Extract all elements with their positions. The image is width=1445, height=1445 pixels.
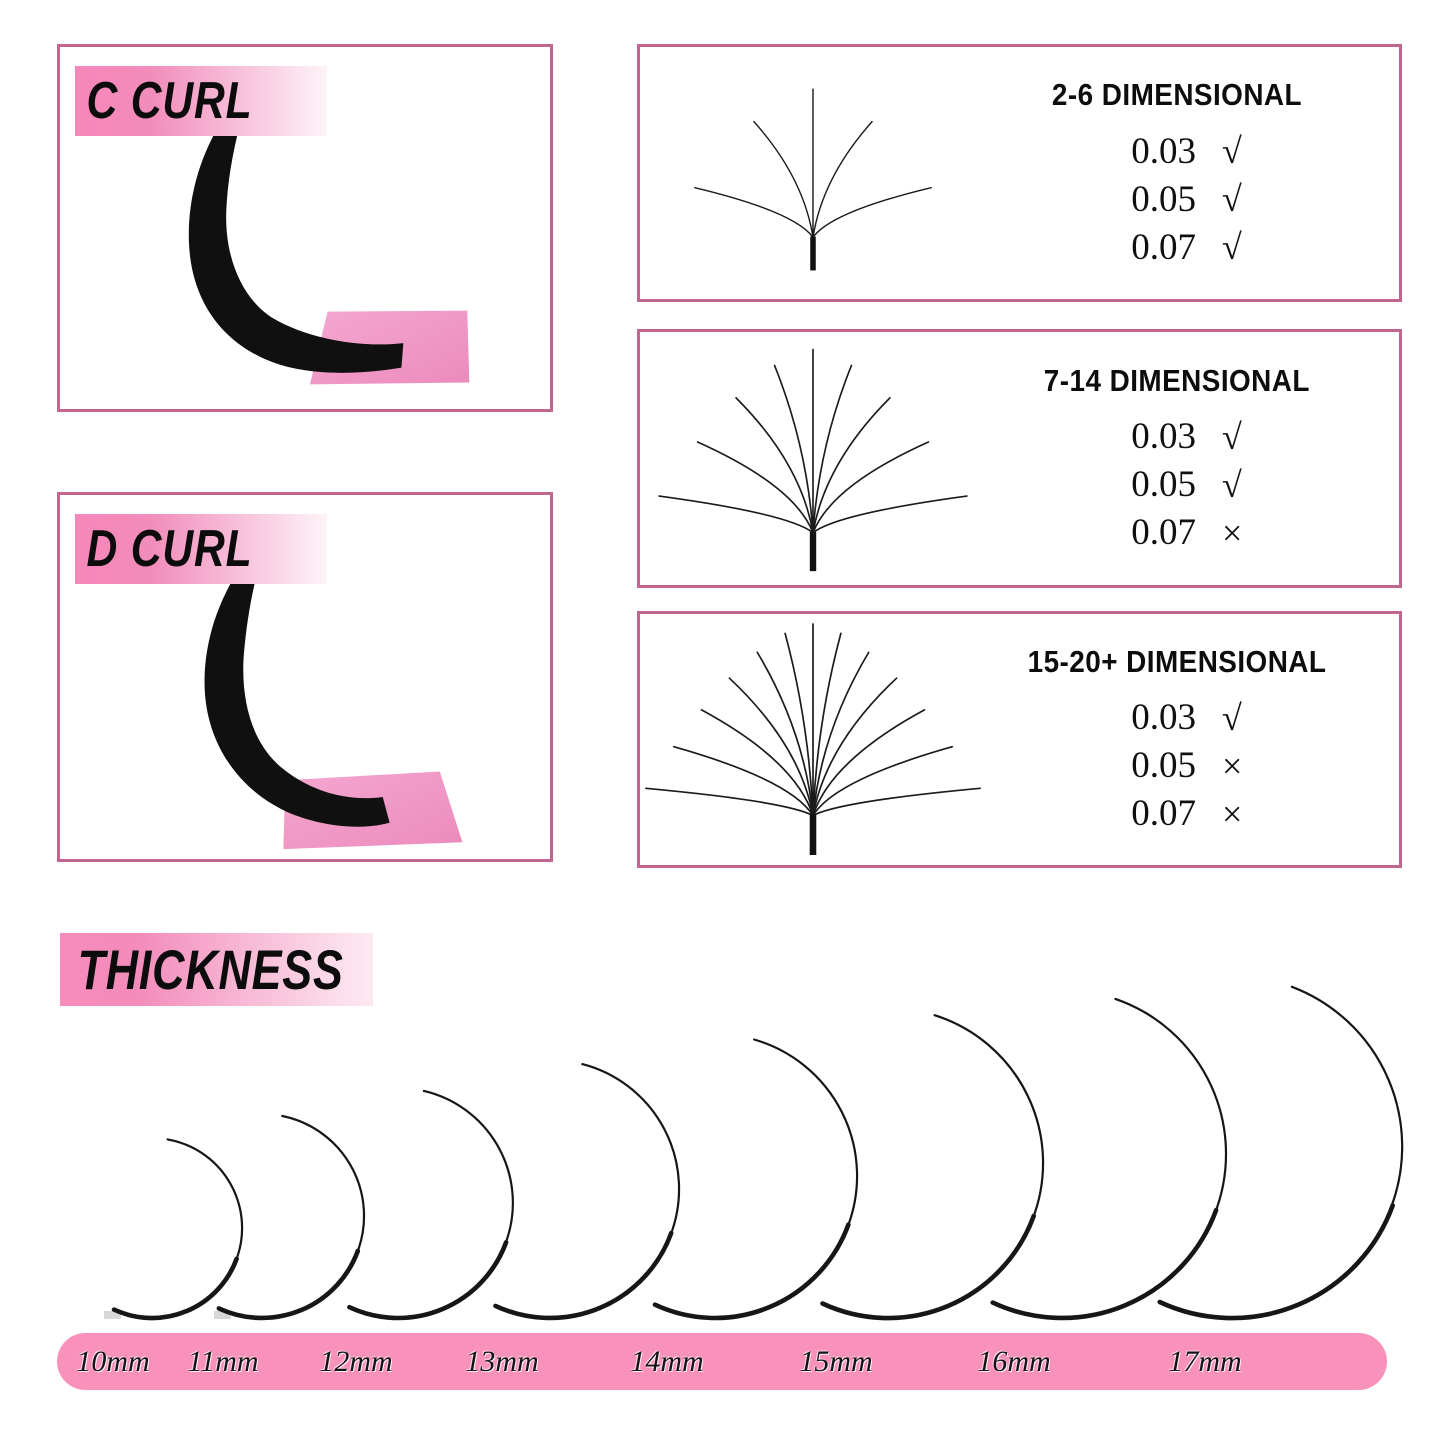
c-curl-label-text: C CURL [86,72,253,130]
thickness-value: 0.07 [1131,512,1196,553]
lash-fan-13-icon [644,622,982,857]
length-scale-bar [57,1333,1387,1390]
length-label-15mm: 15mm [799,1344,873,1378]
check-mark: √ [1222,179,1242,219]
thickness-value: 0.05 [1131,464,1196,505]
length-label-16mm: 16mm [977,1344,1051,1378]
fan-illustration-wrap [640,332,985,585]
thickness-value: 0.03 [1131,416,1196,457]
thickness-value: 0.03 [1131,130,1196,172]
dimensional-box-15-20 [637,611,1402,868]
availability-row [1084,129,1270,173]
thickness-value: 0.05 [1131,745,1196,786]
thickness-value: 0.07 [1131,226,1196,268]
availability-row [1084,225,1270,269]
thickness-value: 0.05 [1131,178,1196,220]
check-mark: √ [1222,227,1242,267]
c-curl-label [75,66,327,136]
availability-row [1084,463,1270,507]
length-label-11mm: 11mm [187,1344,259,1378]
dimensional-title: 2-6 DIMENSIONAL [1051,77,1303,112]
check-mark: √ [1222,416,1242,457]
d-curl-label-text: D CURL [86,520,253,578]
lash-length-curves-illustration [0,960,1445,1330]
length-label-12mm: 12mm [319,1344,393,1378]
dimensional-box-2-6 [637,44,1402,302]
lash-fan-9-icon [648,344,978,573]
thickness-availability-list [1084,696,1270,836]
check-mark: √ [1222,697,1242,738]
availability-row [1084,696,1270,740]
dimensional-info [985,47,1399,299]
cross-mark: × [1222,512,1243,553]
c-curl-box [57,44,553,412]
thickness-availability-list [1084,129,1270,269]
availability-row [1084,177,1270,221]
availability-row [1084,744,1270,788]
check-mark: √ [1222,464,1242,505]
check-mark: √ [1222,131,1242,171]
length-label-17mm: 17mm [1168,1344,1242,1378]
dimensional-box-7-14 [637,329,1402,588]
length-label-10mm: 10mm [76,1344,150,1378]
dimensional-title: 15-20+ DIMENSIONAL [1027,643,1327,679]
dimensional-info [985,614,1399,865]
thickness-availability-list [1084,415,1270,555]
fan-illustration-wrap [640,47,985,299]
d-curl-box [57,492,553,862]
length-label-14mm: 14mm [630,1344,704,1378]
length-label-13mm: 13mm [465,1344,539,1378]
thickness-value: 0.03 [1131,697,1196,738]
availability-row [1084,511,1270,555]
thickness-label [60,933,373,1006]
thickness-label-text: THICKNESS [77,938,344,1001]
dimensional-info [985,332,1399,585]
thickness-value: 0.07 [1131,793,1196,834]
dimensional-title: 7-14 DIMENSIONAL [1043,362,1311,398]
cross-mark: × [1222,745,1243,786]
availability-row [1084,792,1270,836]
d-curl-label [75,514,327,584]
fan-illustration-wrap [640,614,985,865]
cross-mark: × [1222,793,1243,834]
availability-row [1084,415,1270,459]
lash-fan-5-icon [671,75,955,272]
